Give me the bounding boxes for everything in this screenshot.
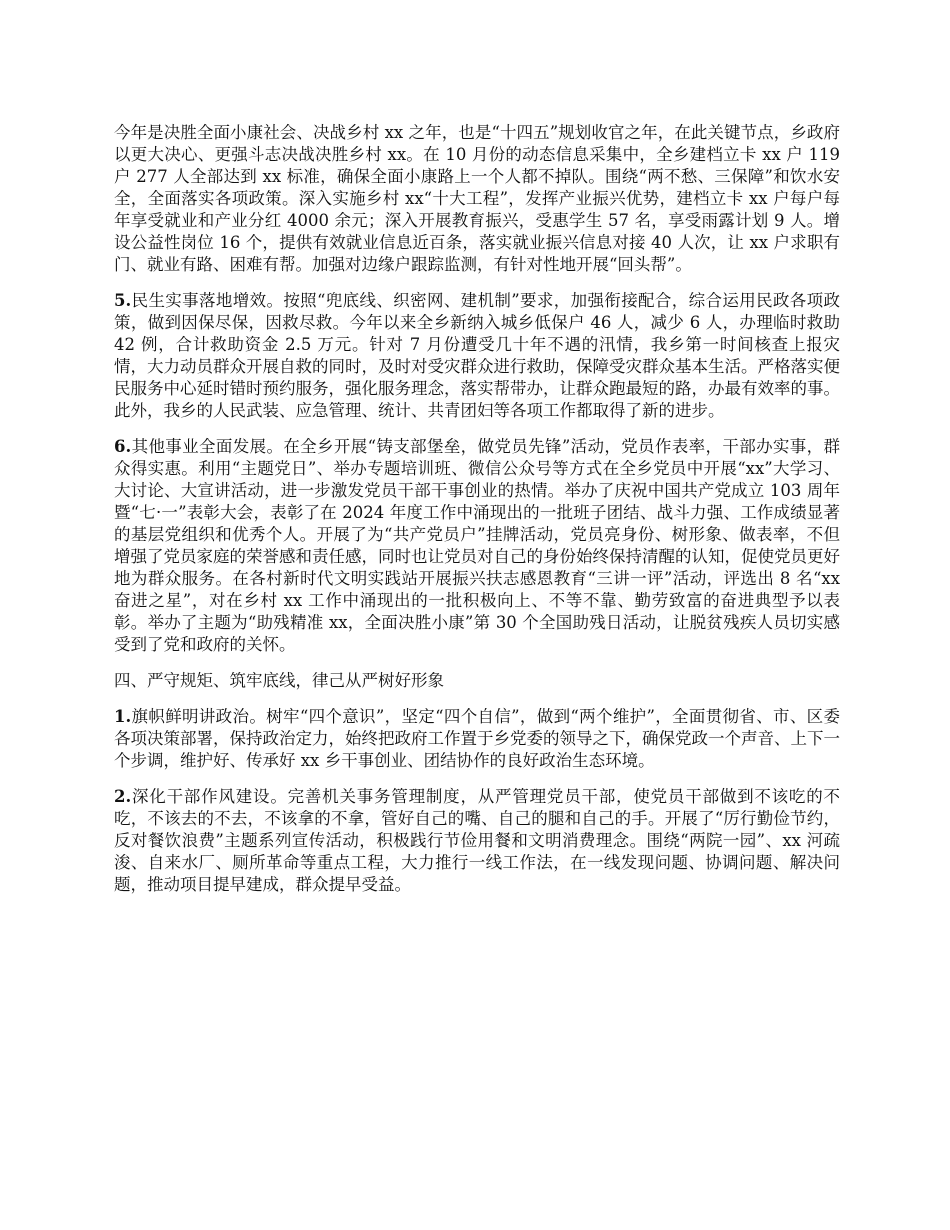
paragraph-number: 2.	[114, 787, 132, 806]
paragraph-rural-revitalization	[114, 122, 840, 276]
document-page	[114, 122, 840, 910]
paragraph-work-style	[114, 786, 840, 896]
paragraph-text: 今年是决胜全面小康社会、决战乡村 xx 之年，也是“十四五”规划收官之年，在此关键节点，乡政府以更大决心、更强斗志决战决胜乡村 xx。在 10 月份的动态信息采集中，全乡建档立卡 xx 户 119 户 277 人全部达到 xx 标准，确保全面小康路上一个人都不掉队。围绕“两不愁、三保障”和饮水安全，全面落实各项政策。深入实施乡村 xx“十大工程”，发挥产业振兴优势，建档立卡 xx 户每户每年享受就业和产业分红 4000 余元；深入开展教育振兴，受惠学生 57 名，享受雨露计划 9 人。增设公益性岗位 16 个，提供有效就业信息近百条，落实就业振兴信息对接 40 人次，让 xx 户求职有门、就业有路、困难有帮。加强对边缘户跟踪监测，有针对性地开展“回头帮”。	[114, 123, 840, 274]
section-heading: 四、严守规矩、筑牢底线，律己从严树好形象	[114, 671, 444, 690]
paragraph-text: 民生实事落地增效。按照“兜底线、织密网、建机制”要求，加强衔接配合，综合运用民政各项政策，做到因保尽保，因救尽救。今年以来全乡新纳入城乡低保户 46 人，减少 6 人，办理临时救助 42 例，合计救助资金 2.5 万元。针对 7 月份遭受几十年不遇的汛情，我乡第一时间核查上报灾情，大力动员群众开展自救的同时，及时对受灾群众进行救助，保障受灾群众基本生活。严格落实便民服务中心延时错时预约服务，强化服务理念，落实帮带办，让群众跑最短的路，办最有效率的事。此外，我乡的人民武装、应急管理、统计、共青团妇等各项工作都取得了新的进步。	[114, 291, 840, 420]
paragraph-text: 旗帜鲜明讲政治。树牢“四个意识”，坚定“四个自信”，做到“两个维护”，全面贯彻省、市、区委各项决策部署，保持政治定力，始终把政府工作置于乡党委的领导之下，确保党政一个声音、上下一个步调，维护好、传承好 xx 乡干事创业、团结协作的良好政治生态环境。	[114, 707, 840, 770]
paragraph-politics	[114, 706, 840, 772]
paragraph-number: 1.	[114, 707, 132, 726]
paragraph-other-affairs	[114, 436, 840, 656]
paragraph-number: 6.	[114, 437, 132, 456]
paragraph-number: 5.	[114, 291, 132, 310]
paragraph-text: 其他事业全面发展。在全乡开展“铸支部堡垒，做党员先锋”活动，党员作表率，干部办实事，群众得实惠。利用“主题党日”、举办专题培训班、微信公众号等方式在全乡党员中开展“xx”大学习、大讨论、大宣讲活动，进一步激发党员干部干事创业的热情。举办了庆祝中国共产党成立 103 周年暨“七·一”表彰大会，表彰了在 2024 年度工作中涌现出的一批班子团结、战斗力强、工作成绩显著的基层党组织和优秀个人。开展了为“共产党员户”挂牌活动，党员亮身份、树形象、做表率，不但增强了党员家庭的荣誉感和责任感，同时也让党员对自己的身份始终保持清醒的认知，促使党员更好地为群众服务。在各村新时代文明实践站开展振兴扶志感恩教育“三讲一评”活动，评选出 8 名“xx 奋进之星”，对在乡村 xx 工作中涌现出的一批积极向上、不等不靠、勤劳致富的奋进典型予以表彰。举办了主题为“助残精准 xx，全面决胜小康”第 30 个全国助残日活动，让脱贫残疾人员切实感受到了党和政府的关怀。	[114, 437, 840, 654]
paragraph-livelihood	[114, 290, 840, 422]
paragraph-text: 深化干部作风建设。完善机关事务管理制度，从严管理党员干部，使党员干部做到不该吃的不吃，不该去的不去，不该拿的不拿，管好自己的嘴、自己的腿和自己的手。开展了“厉行勤俭节约，反对餐饮浪费”主题系列宣传活动，积极践行节俭用餐和文明消费理念。围绕“两院一园”、xx 河疏浚、自来水厂、厕所革命等重点工程，大力推行一线工作法，在一线发现问题、协调问题、解决问题，推动项目提早建成，群众提早受益。	[114, 787, 840, 894]
